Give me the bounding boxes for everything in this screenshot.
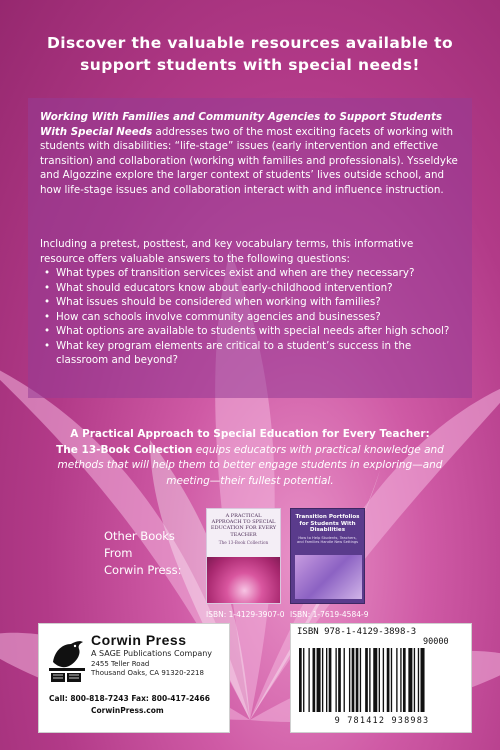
book-cover-transition-portfolios: [290, 508, 365, 604]
headline: Discover the valuable resources available to support students with special needs!: [46, 34, 454, 74]
questions-list: [40, 266, 460, 368]
barcode-isbn: ISBN 978-1-4129-3898-3: [297, 627, 417, 637]
barcode-bar: [418, 648, 419, 712]
publisher-website: CorwinPress.com: [91, 706, 164, 715]
publisher-city: Thousand Oaks, CA 91320-2218: [91, 669, 204, 677]
barcode-bars: [297, 648, 467, 712]
barcode-bar: [360, 648, 361, 712]
barcode-bar: [317, 648, 321, 712]
barcode-bar: [373, 648, 377, 712]
list-item: • What key program elements are critical to a student’s success in the classroom and beyond?: [40, 339, 460, 368]
barcode-bar: [414, 648, 415, 712]
barcode-bar: [387, 648, 390, 712]
questions-section: [40, 237, 460, 368]
list-item: • How can schools involve community agencies and businesses?: [40, 310, 460, 325]
barcode-bar: [391, 648, 392, 712]
barcode-bar: [303, 648, 304, 712]
barcode-bar: [365, 648, 368, 712]
publisher-box: [38, 623, 230, 733]
book1-flower-image: [207, 557, 281, 604]
barcode-bar: [335, 648, 336, 712]
list-item: • What types of transition services exist and when are they necessary?: [40, 266, 460, 281]
book2-subtitle: How to Help Students, Teachers, and Families Handle New Settings: [296, 535, 359, 545]
barcode-bar: [400, 648, 401, 712]
barcode-bar: [352, 648, 355, 712]
barcode-bar: [383, 648, 384, 712]
barcode-bar: [322, 648, 323, 712]
list-item: • What should educators know about early-childhood intervention?: [40, 281, 460, 296]
list-item: • What issues should be considered when working with families?: [40, 295, 460, 310]
publisher-phone: Call: 800-818-7243 Fax: 800-417-2466: [49, 694, 210, 703]
intro-body: addresses two of the most exciting facets of working with students with disabilities: “life-stage” issues (early intervention and effective transition) and collaboration (working with families and professionals). Ysseldyke and Algozzine explore the larger context of students’ lives outside school, and how life-stage issues and collaboration interact with and influence instruction.: [40, 125, 458, 196]
book-cover-practical-approach: [206, 508, 281, 604]
book1-title: A PRACTICAL APPROACH TO SPECIAL EDUCATION FOR EVERY TEACHER: [210, 513, 277, 538]
other-books-line: Corwin Press:: [104, 563, 182, 577]
barcode-price-code: 90000: [423, 637, 449, 647]
barcode-box: [290, 623, 472, 733]
book1-isbn: ISBN: 1-4129-3907-0: [206, 610, 285, 619]
publisher-company: A SAGE Publications Company: [91, 649, 213, 658]
book2-title: Transition Portfolios for Students With Disabilities: [295, 514, 360, 534]
barcode-bar: [299, 648, 302, 712]
barcode-bar: [326, 648, 327, 712]
barcode-bar: [379, 648, 380, 712]
barcode-bar: [313, 648, 316, 712]
list-item: • What options are available to students with special needs after high school?: [40, 324, 460, 339]
book2-cover-image: [295, 555, 362, 599]
book1-subtitle: The 13-Book Collection: [218, 539, 269, 545]
barcode-bar: [408, 648, 412, 712]
questions-intro: Including a pretest, posttest, and key vocabulary terms, this informative resource offers valuable answers to the following questions:: [40, 238, 414, 265]
book2-isbn: ISBN: 1-7619-4584-9: [290, 610, 369, 619]
promo-heading: A Practical Approach to Special Education for Every Teacher:: [70, 428, 430, 440]
barcode-bar: [344, 648, 345, 712]
barcode-bar: [403, 648, 406, 712]
promo-tail: equips educators with practical knowledge and methods that will help them to better engage students in exploring—and meeting—their fullest potential.: [57, 443, 444, 487]
barcode-bar: [396, 648, 397, 712]
other-books-line: Other Books: [104, 529, 175, 543]
barcode-bar: [308, 648, 309, 712]
barcode-bar: [356, 648, 359, 712]
barcode-bar: [421, 648, 425, 712]
barcode-number: 9 781412 938983: [334, 716, 430, 726]
other-books-line: From: [104, 546, 133, 560]
promo-collection: The 13-Book Collection: [56, 443, 193, 456]
intro-paragraph: [40, 110, 460, 197]
other-books-label: [104, 528, 204, 579]
collection-promo: [40, 427, 460, 489]
publisher-name: Corwin Press: [91, 632, 187, 648]
barcode-bar: [329, 648, 332, 712]
barcode-bar: [349, 648, 350, 712]
publisher-address: 2455 Teller Road: [91, 660, 150, 668]
barcode-bar: [369, 648, 370, 712]
barcode-bar: [338, 648, 341, 712]
raven-logo-icon: [45, 632, 89, 684]
book-title-lead: Working With Families and Community Agencies to Support Students With Special Needs: [40, 111, 443, 138]
